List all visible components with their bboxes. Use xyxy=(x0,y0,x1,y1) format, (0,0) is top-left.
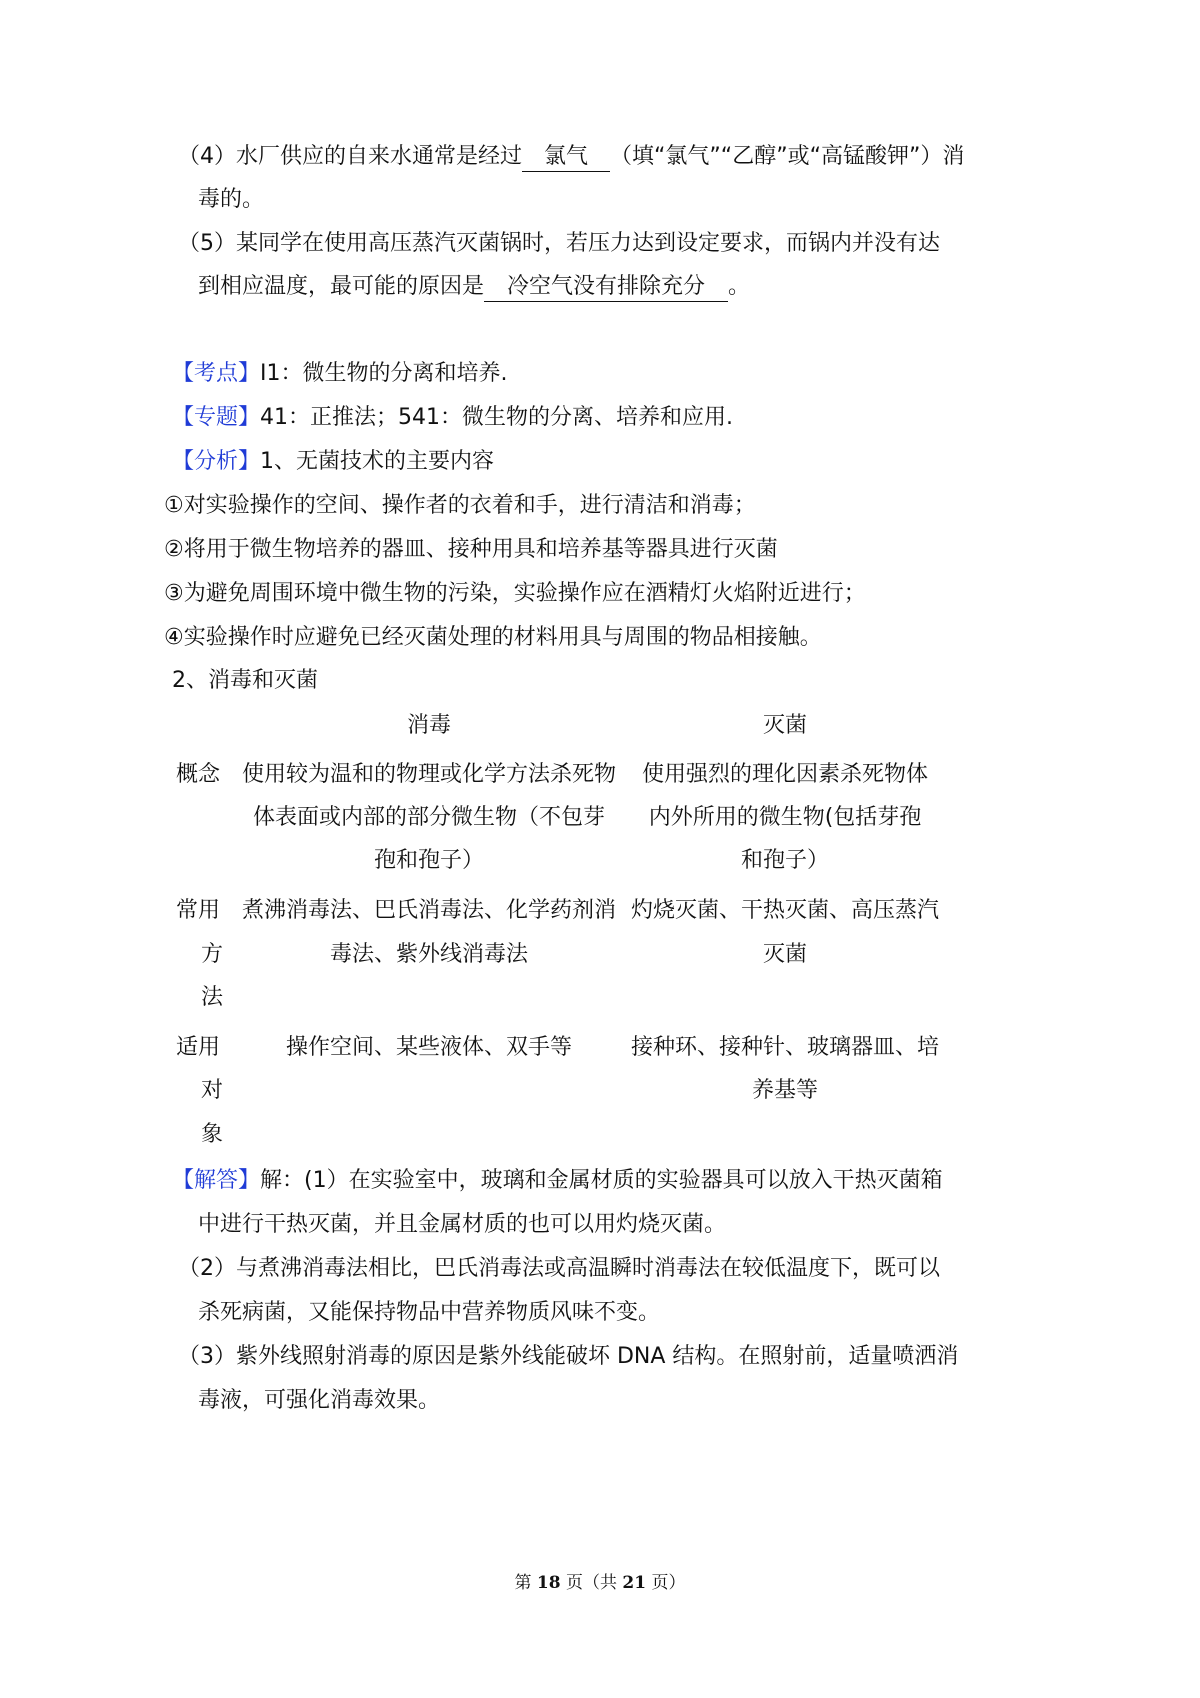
table-cell-line: 和孢子） xyxy=(740,848,829,873)
zhuanti-tag: 【专题】 xyxy=(172,405,261,430)
kaodian-text: I1：微生物的分离和培养. xyxy=(260,361,508,386)
fenxi-item: ①对实验操作的空间、操作者的衣着和手，进行清洁和消毒； xyxy=(164,493,756,518)
fenxi-item: ④实验操作时应避免已经灭菌处理的材料用具与周围的物品相接触。 xyxy=(164,625,822,650)
fenxi-text: 1、无菌技术的主要内容 xyxy=(260,449,495,474)
question-4-cont: 毒的。 xyxy=(198,187,265,212)
table-cell-line: 接种环、接种针、玻璃器皿、培 xyxy=(630,1035,939,1060)
jieda-tag: 【解答】 xyxy=(172,1168,261,1193)
kaodian-tag: 【考点】 xyxy=(172,361,261,386)
question-5-text: 到相应温度，最可能的原因是 xyxy=(198,274,485,299)
table-cell-line: 孢和孢子） xyxy=(373,848,484,873)
fenxi-item: ③为避免周围环境中微生物的污染，实验操作应在酒精灯火焰附近进行； xyxy=(164,581,866,606)
jieda-text: 解：(1）在实验室中，玻璃和金属材质的实验器具可以放入干热灭菌箱 xyxy=(260,1168,943,1193)
table-cell-line: 内外所用的微生物(包括芽孢 xyxy=(648,805,922,830)
table-header-sterilization: 灭菌 xyxy=(762,713,807,738)
question-5-line-1: （5）某同学在使用高压蒸汽灭菌锅时，若压力达到设定要求，而锅内并没有达 xyxy=(178,231,940,256)
question-4-hint: （填“氯气”“乙醇”或“高锰酸钾”）消 xyxy=(610,144,965,169)
table-cell-line: 体表面或内部的部分微生物（不包芽 xyxy=(252,805,605,830)
table-cell-line: 养基等 xyxy=(751,1078,818,1103)
question-5-answer: 冷空气没有排除充分 xyxy=(484,273,728,302)
fenxi-point-2: 2、消毒和灭菌 xyxy=(172,668,318,693)
question-5-line-2 xyxy=(198,272,750,302)
table-row-label: 对 xyxy=(200,1078,223,1103)
jieda-line xyxy=(172,1166,943,1196)
footer-mid: 页（共 xyxy=(566,1573,617,1593)
question-4-line xyxy=(178,142,964,172)
footer-total-pages: 21 xyxy=(622,1573,647,1593)
footer-prefix: 第 xyxy=(514,1573,532,1593)
jieda-line: （3）紫外线照射消毒的原因是紫外线能破坏 DNA 结构。在照射前，适量喷洒消 xyxy=(178,1344,959,1369)
table-cell-line: 操作空间、某些液体、双手等 xyxy=(285,1035,572,1060)
question-5-end: 。 xyxy=(728,274,751,299)
jieda-line: （2）与煮沸消毒法相比，巴氏消毒法或高温瞬时消毒法在较低温度下，既可以 xyxy=(178,1256,940,1281)
fenxi-item: ②将用于微生物培养的器皿、接种用具和培养基等器具进行灭菌 xyxy=(164,537,778,562)
zhuanti-text: 41：正推法；541：微生物的分离、培养和应用. xyxy=(260,405,733,430)
table-header-disinfection: 消毒 xyxy=(406,713,451,738)
question-4-answer: 氯气 xyxy=(522,143,610,172)
fenxi-line xyxy=(172,447,494,477)
table-cell-line: 灭菌 xyxy=(762,942,807,967)
footer-page-number: 18 xyxy=(536,1573,561,1593)
table-row-label: 常用 xyxy=(175,898,220,923)
table-row-label: 概念 xyxy=(175,762,220,787)
table-row-label: 法 xyxy=(200,985,223,1010)
zhuanti-line xyxy=(172,403,733,433)
fenxi-tag: 【分析】 xyxy=(172,449,261,474)
table-row-label: 适用 xyxy=(175,1035,220,1060)
table-cell-line: 使用强烈的理化因素杀死物体 xyxy=(641,762,928,787)
table-cell-line: 煮沸消毒法、巴氏消毒法、化学药剂消 xyxy=(241,898,616,923)
jieda-line: 杀死病菌，又能保持物品中营养物质风味不变。 xyxy=(198,1300,661,1325)
page-footer xyxy=(0,1568,1200,1593)
jieda-line: 毒液，可强化消毒效果。 xyxy=(198,1388,441,1413)
question-4-text: （4）水厂供应的自来水通常是经过 xyxy=(178,144,522,169)
kaodian-line xyxy=(172,359,508,389)
table-cell-line: 灼烧灭菌、干热灭菌、高压蒸汽 xyxy=(630,898,939,923)
table-row-label: 方 xyxy=(200,942,223,967)
footer-suffix: 页） xyxy=(651,1573,686,1593)
table-cell-line: 毒法、紫外线消毒法 xyxy=(329,942,528,967)
table-cell-line: 使用较为温和的物理或化学方法杀死物 xyxy=(241,762,616,787)
table-row-label: 象 xyxy=(200,1122,223,1147)
jieda-line: 中进行干热灭菌，并且金属材质的也可以用灼烧灭菌。 xyxy=(198,1212,727,1237)
